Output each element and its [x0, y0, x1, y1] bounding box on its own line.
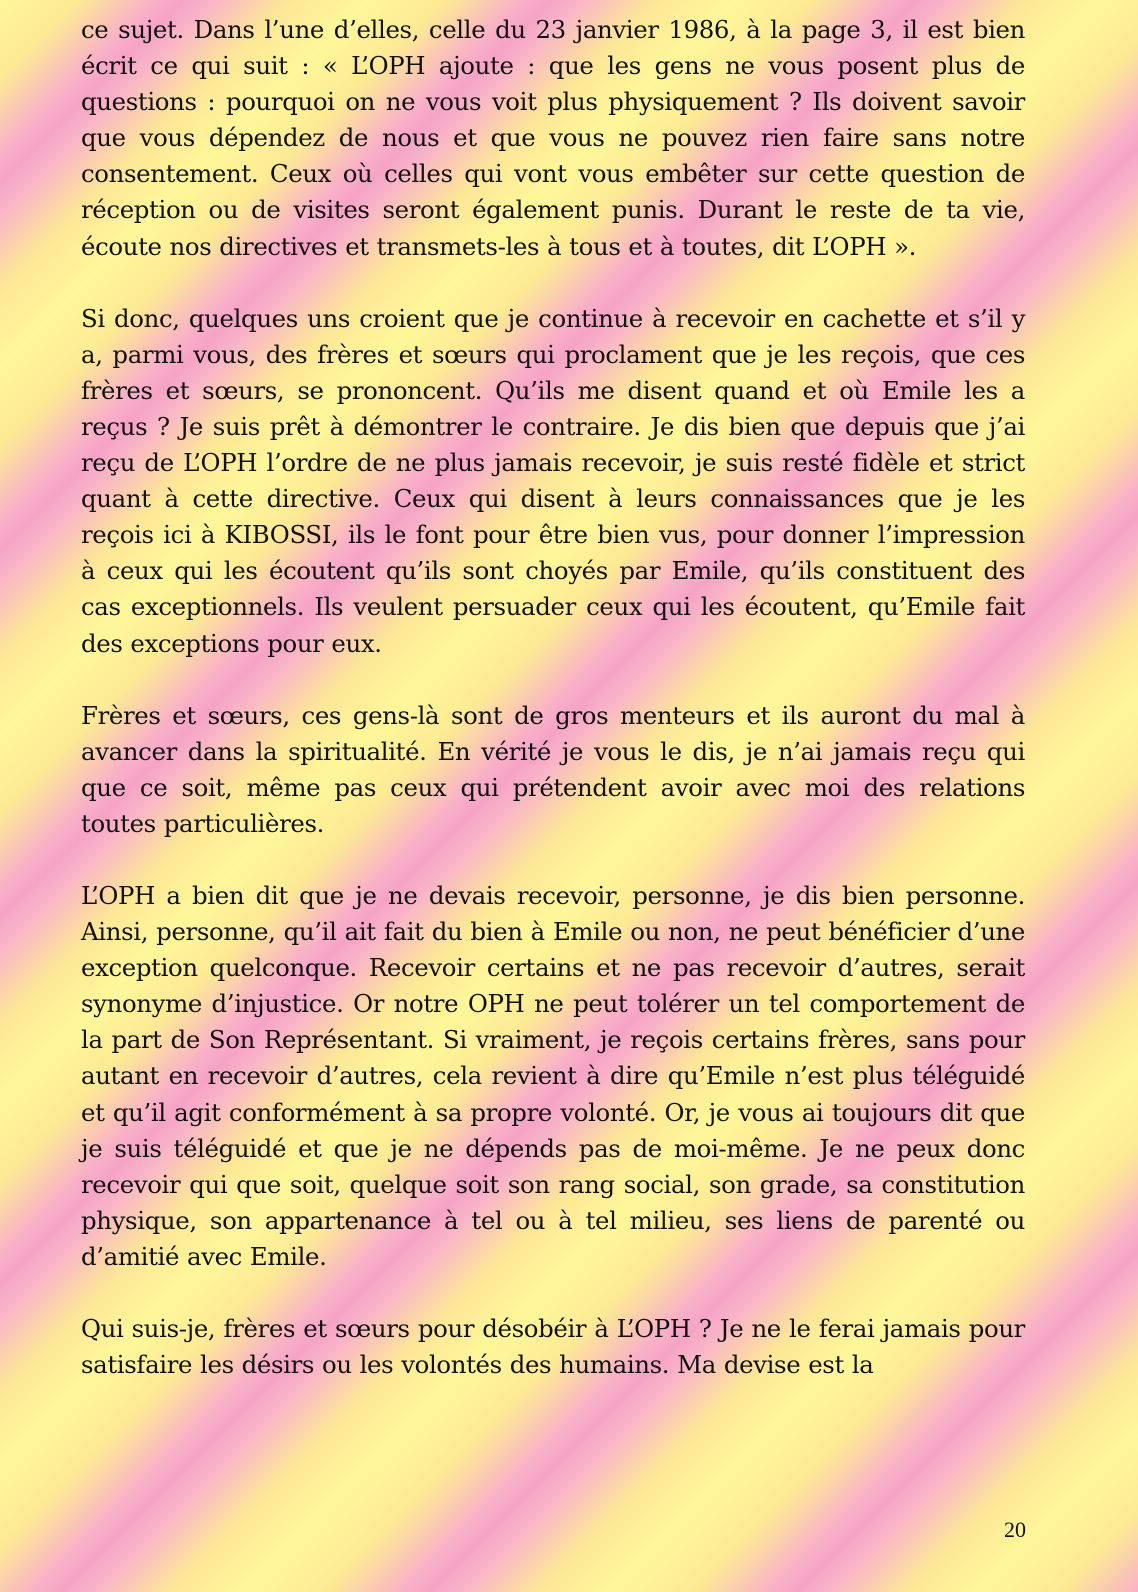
paragraph-4: L’OPH a bien dit que je ne devais recevoir, personne, je dis bien personne. Ainsi, personne, qu’il ait fait du bien à Emile ou non, ne peut bénéficier d’une exception quelconque. Recevoir certains et ne pas recevoir d’autres, serait synonyme d’injustice. Or notre OPH ne peut tolérer un tel comportement de la part de Son Représentant. Si vraiment, je reçois certains frères, sans pour autant en recevoir d’autres, cela revient à dire qu’Emile n’est plus téléguidé et qu’il agit conformément à sa propre volonté. Or, je vous ai toujours dit que je suis téléguidé et que je ne dépends pas de moi-même. Je ne peux donc recevoir qui que soit, quelque soit son rang social, son grade, sa constitution physique, son appartenance à tel ou à tel milieu, ses liens de parenté ou d’amitié avec Emile.: [81, 880, 1025, 1271]
page-number: 20: [1004, 1517, 1026, 1542]
paragraph-5: Qui suis-je, frères et sœurs pour désobéir à L’OPH ? Je ne le ferai jamais pour satisfaire les désirs ou les volontés des humains. Ma devise est la: [81, 1314, 1025, 1380]
paragraph-3: Frères et sœurs, ces gens-là sont de gros menteurs et ils auront du mal à avancer dans la spiritualité. En vérité je vous le dis, je n’ai jamais reçu qui que ce soit, même pas ceux qui prétendent avoir avec moi des relations toutes particulières.: [81, 700, 1025, 838]
paragraph-2: Si donc, quelques uns croient que je continue à recevoir en cachette et s’il y a, parmi vous, des frères et sœurs qui proclament que je les reçois, que ces frères et sœurs, se prononcent. Qu’ils me disent quand et où Emile les a reçus ? Je suis prêt à démontrer le contraire. Je dis bien que depuis que j’ai reçu de L’OPH l’ordre de ne plus jamais recevoir, je suis resté fidèle et strict quant à cette directive. Ceux qui disent à leurs connaissances que je les reçois ici à KIBOSSI, ils le font pour être bien vus, pour donner l’impression à ceux qui les écoutent qu’ils sont choyés par Emile, qu’ils constituent des cas exceptionnels. Ils veulent persuader ceux qui les écoutent, qu’Emile fait des exceptions pour eux.: [81, 303, 1025, 658]
document-page: [81, 12, 1025, 1419]
paragraph-1: ce sujet. Dans l’une d’elles, celle du 23 janvier 1986, à la page 3, il est bien écrit ce qui suit : « L’OPH ajoute : que les gens ne vous posent plus de questions : pourquoi on ne vous voit plus physiquement ? Ils doivent savoir que vous dépendez de nous et que vous ne pouvez rien faire sans notre consentement. Ceux où celles qui vont vous embêter sur cette question de réception ou de visites seront également punis. Durant le reste de ta vie, écoute nos directives et transmets-les à tous et à toutes, dit L’OPH ».: [81, 15, 1025, 261]
